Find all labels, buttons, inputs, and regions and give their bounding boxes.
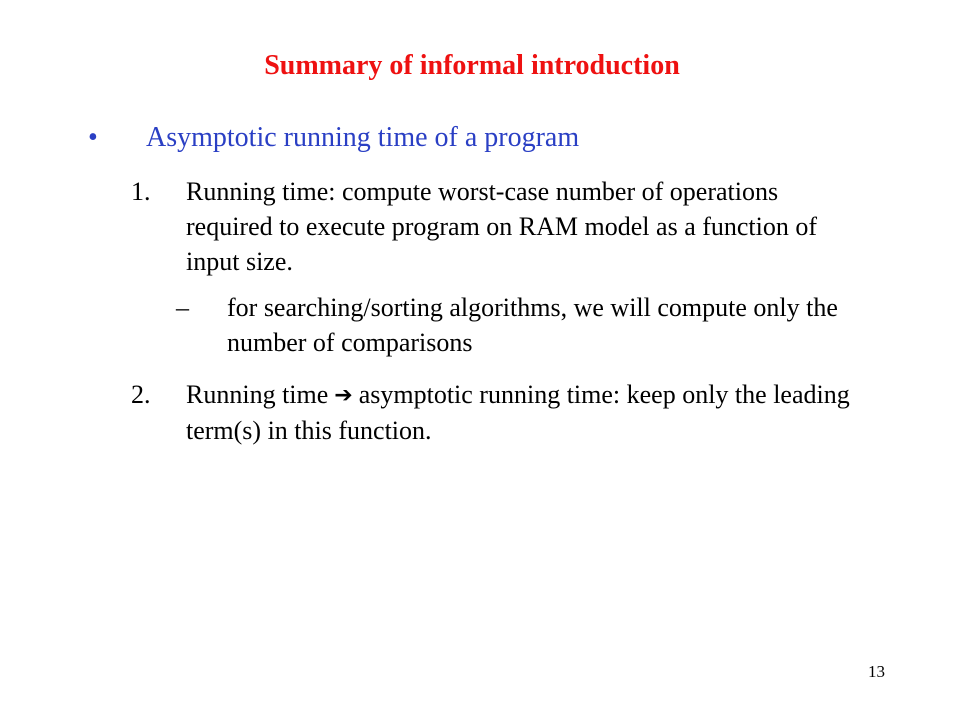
item-text: Running time: compute worst-case number of operations required to execute program on RAM model as a function of input size. [186, 177, 818, 276]
sub-item [176, 290, 876, 360]
bullet-point [88, 120, 888, 160]
right-arrow-icon: ➔ [334, 383, 353, 408]
sub-item-text: for searching/sorting algorithms, we will compute only the number of comparisons [227, 293, 838, 357]
item-text-before-arrow: Running time [186, 380, 329, 409]
bullet-glyph: • [88, 122, 98, 153]
item-text-after-arrow: asymptotic running time: keep only the leading term(s) in this function. [186, 380, 850, 445]
item-number: 1. [131, 177, 151, 206]
numbered-item-1 [131, 174, 871, 279]
sub-item-dash: – [176, 293, 189, 322]
item-text [186, 377, 871, 448]
page-number: 13 [868, 662, 885, 681]
bullet-text: Asymptotic running time of a program [146, 122, 580, 153]
slide-title: Summary of informal introduction [264, 50, 680, 81]
numbered-item-2 [131, 377, 871, 448]
item-number: 2. [131, 380, 151, 409]
